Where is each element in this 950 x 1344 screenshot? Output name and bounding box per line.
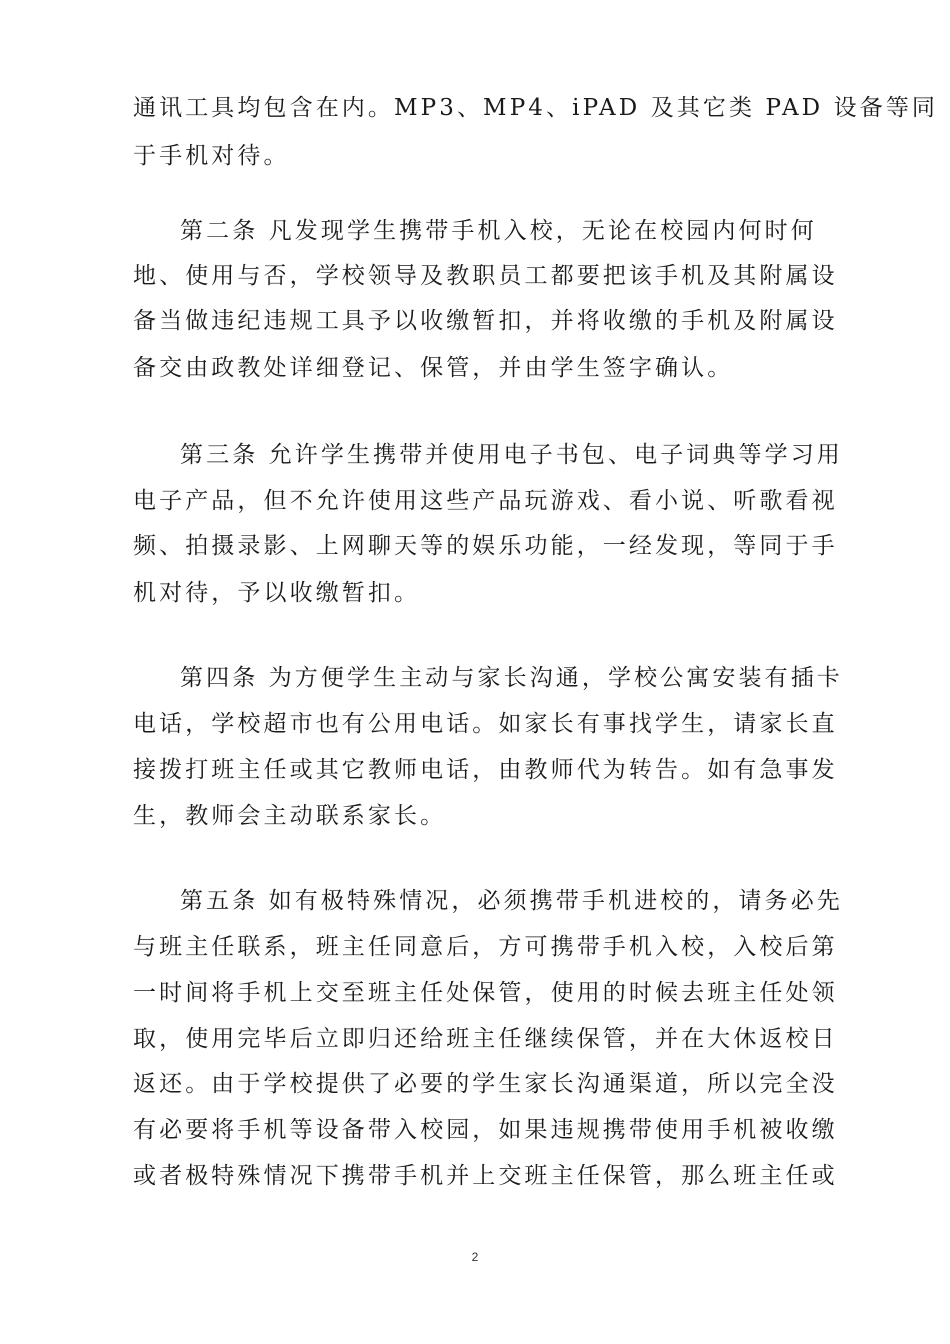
text-line: 返还。由于学校提供了必要的学生家长沟通渠道，所以完全没 [133,1071,838,1097]
text-line: 接拨打班主任或其它教师电话，由教师代为转告。如有急事发 [133,757,838,783]
text-line: 机对待，予以收缴暂扣。 [133,580,421,606]
text-line: 频、拍摄录影、上网聊天等的娱乐功能，一经发现，等同于手 [133,533,838,559]
text-line: 地、使用与否，学校领导及教职员工都要把该手机及其附属设 [133,263,838,289]
text-line: 备当做违纪违规工具予以收缴暂扣，并将收缴的手机及附属设 [133,308,838,334]
text-line: 于手机对待。 [133,143,290,169]
text-line: 通讯工具均包含在内。MP3、MP4、iPAD 及其它类 PAD 设备等同 [133,95,939,121]
article-3-line: 第三条 允许学生携带并使用电子书包、电子词典等学习用 [180,442,843,468]
text-line: 有必要将手机等设备带入校园，如果违规携带使用手机被收缴 [133,1117,838,1143]
text-line: 电话，学校超市也有公用电话。如家长有事找学生，请家长直 [133,711,838,737]
text-line: 备交由政教处详细登记、保管，并由学生签字确认。 [133,355,734,381]
article-5-line: 第五条 如有极特殊情况，必须携带手机进校的，请务必先 [180,888,843,914]
text-line: 生，教师会主动联系家长。 [133,803,447,829]
page-number: 2 [471,1250,479,1264]
article-2-line: 第二条 凡发现学生携带手机入校，无论在校园内何时何 [180,218,817,244]
text-line: 取，使用完毕后立即归还给班主任继续保管，并在大休返校日 [133,1026,838,1052]
article-4-line: 第四条 为方便学生主动与家长沟通，学校公寓安装有插卡 [180,665,843,691]
text-line: 或者极特殊情况下携带手机并上交班主任保管，那么班主任或 [133,1163,838,1189]
text-line: 一时间将手机上交至班主任处保管，使用的时候去班主任处领 [133,980,838,1006]
text-line: 电子产品，但不允许使用这些产品玩游戏、看小说、听歌看视 [133,488,838,514]
text-line: 与班主任联系，班主任同意后，方可携带手机入校，入校后第 [133,934,838,960]
